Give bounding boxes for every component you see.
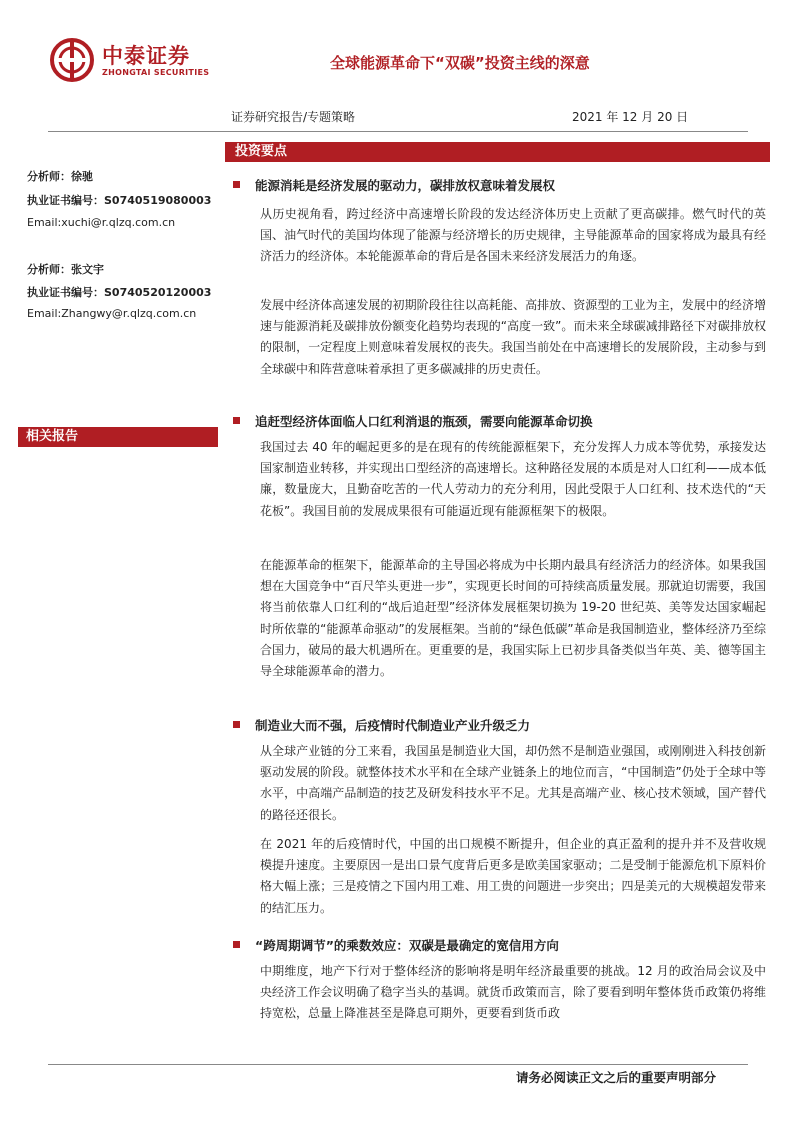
bullet-square-icon — [233, 181, 240, 188]
section-heading: 追赶型经济体面临人口红利消退的瓶颈，需要向能源革命切换 — [233, 412, 593, 430]
bullet-square-icon — [233, 941, 240, 948]
analyst-name: 分析师：徐驰 — [27, 170, 93, 183]
header-divider — [48, 131, 748, 132]
logo-text-en: ZHONGTAI SECURITIES — [102, 68, 210, 77]
footer-disclaimer: 请务必阅读正文之后的重要声明部分 — [516, 1070, 717, 1085]
paragraph: 中期维度，地产下行对于整体经济的影响将是明年经济最重要的挑战。12 月的政治局会议及中央经济工作会议明确了稳字当头的基调。就货币政策而言，除了要看到明年整体货币政策仍将维持宽松，总量上降准甚至是降息可期外，更要看到货币政 — [260, 964, 766, 1021]
analyst-name: 分析师：张文宇 — [27, 263, 104, 276]
section-heading: 能源消耗是经济发展的驱动力，碳排放权意味着发展权 — [233, 176, 555, 194]
paragraph: 从全球产业链的分工来看，我国虽是制造业大国，却仍然不是制造业强国，或刚刚进入科技创新驱动发展的阶段。就整体技术水平和在全球产业链条上的地位而言，“中国制造”仍处于全球中等水平，中高端产品制造的技艺及研发科技水平不足。尤其是高端产业、核心技术领域，国产替代的路径还很长。 — [260, 744, 766, 822]
paragraph: 在 2021 年的后疫情时代，中国的出口规模不断提升，但企业的真正盈利的提升并不及营收规模提升速度。主要原因一是出口景气度背后更多是欧美国家驱动；二是受制于能源危机下原料价格大幅上涨；三是疫情之下国内用工难、用工贵的问题进一步突出；四是美元的大规模超发带来的结汇压力。 — [260, 837, 766, 915]
report-title: 全球能源革命下“双碳”投资主线的深意 — [330, 54, 590, 72]
bullet-square-icon — [233, 417, 240, 424]
bullet-square-icon — [233, 721, 240, 728]
analyst-email[interactable]: Email:Zhangwy@r.qlzq.com.cn — [27, 307, 197, 320]
paragraph: 从历史视角看，跨过经济中高速增长阶段的发达经济体历史上贡献了更高碳排。燃气时代的英国、油气时代的美国均体现了能源与经济增长的历史规律，主导能源革命的国家将成为最具有经济活力的经济体。本轮能源革命的背后是各国未来经济发展活力的角逐。 — [260, 207, 766, 264]
report-date: 2021 年 12 月 20 日 — [572, 110, 689, 124]
analyst-cert: 执业证书编号：S0740520120003 — [27, 286, 212, 299]
section-heading: “跨周期调节”的乘数效应：双碳是最确定的宽信用方向 — [233, 936, 559, 954]
paragraph: 我国过去 40 年的崛起更多的是在现有的传统能源框架下，充分发挥人力成本等优势，承接发达国家制造业转移，并实现出口型经济的高速增长。这种路径发展的本质是对人口红利——成本低廉，数量庞大，且勤奋吃苦的一代人劳动力的充分利用，因此受限于人口红利、技术迭代的“天花板”。我国目前的发展成果很有可能逼近现有能源框架下的极限。 — [260, 440, 766, 518]
paragraph: 发展中经济体高速发展的初期阶段往往以高耗能、高排放、资源型的工业为主，发展中的经济增速与能源消耗及碳排放份额变化趋势均表现的“高度一致”。而未来全球碳减排路径下对碳排放权的限制，一定程度上则意味着发展权的丧失。我国当前处在中高速增长的发展阶段，主动参与到全球碳中和阵营意味着承担了更多碳减排的历史责任。 — [260, 298, 766, 376]
analyst-email[interactable]: Email:xuchi@r.qlzq.com.cn — [27, 216, 176, 229]
related-reports-header: 相关报告 — [18, 427, 218, 447]
logo-mark-icon — [50, 38, 94, 82]
analyst-cert: 执业证书编号：S0740519080003 — [27, 194, 212, 207]
logo-text-cn: 中泰证券 — [102, 44, 190, 68]
footer-divider — [48, 1064, 748, 1065]
section-heading: 制造业大而不强，后疫情时代制造业产业升级乏力 — [233, 716, 530, 734]
key-points-header: 投资要点 — [225, 142, 770, 162]
report-type: 证券研究报告/专题策略 — [231, 110, 356, 124]
company-logo — [50, 38, 210, 84]
paragraph: 在能源革命的框架下，能源革命的主导国必将成为中长期内最具有经济活力的经济体。如果我国想在大国竞争中“百尺竿头更进一步”，实现更长时间的可持续高质量发展。那就迫切需要，我国将当前依靠人口红利的“战后追赶型”经济体发展框架切换为 19-20 世纪英、美等发达国家崛起时所依靠的“能源革命驱动”的发展框架。当前的“绿色低碳”革命是我国制造业，整体经济乃至综合国力，破局的最大机遇所在。更重要的是，我国实际上已初步具备类似当年英、美、德等国主导全球能源革命的潜力。 — [260, 558, 766, 679]
